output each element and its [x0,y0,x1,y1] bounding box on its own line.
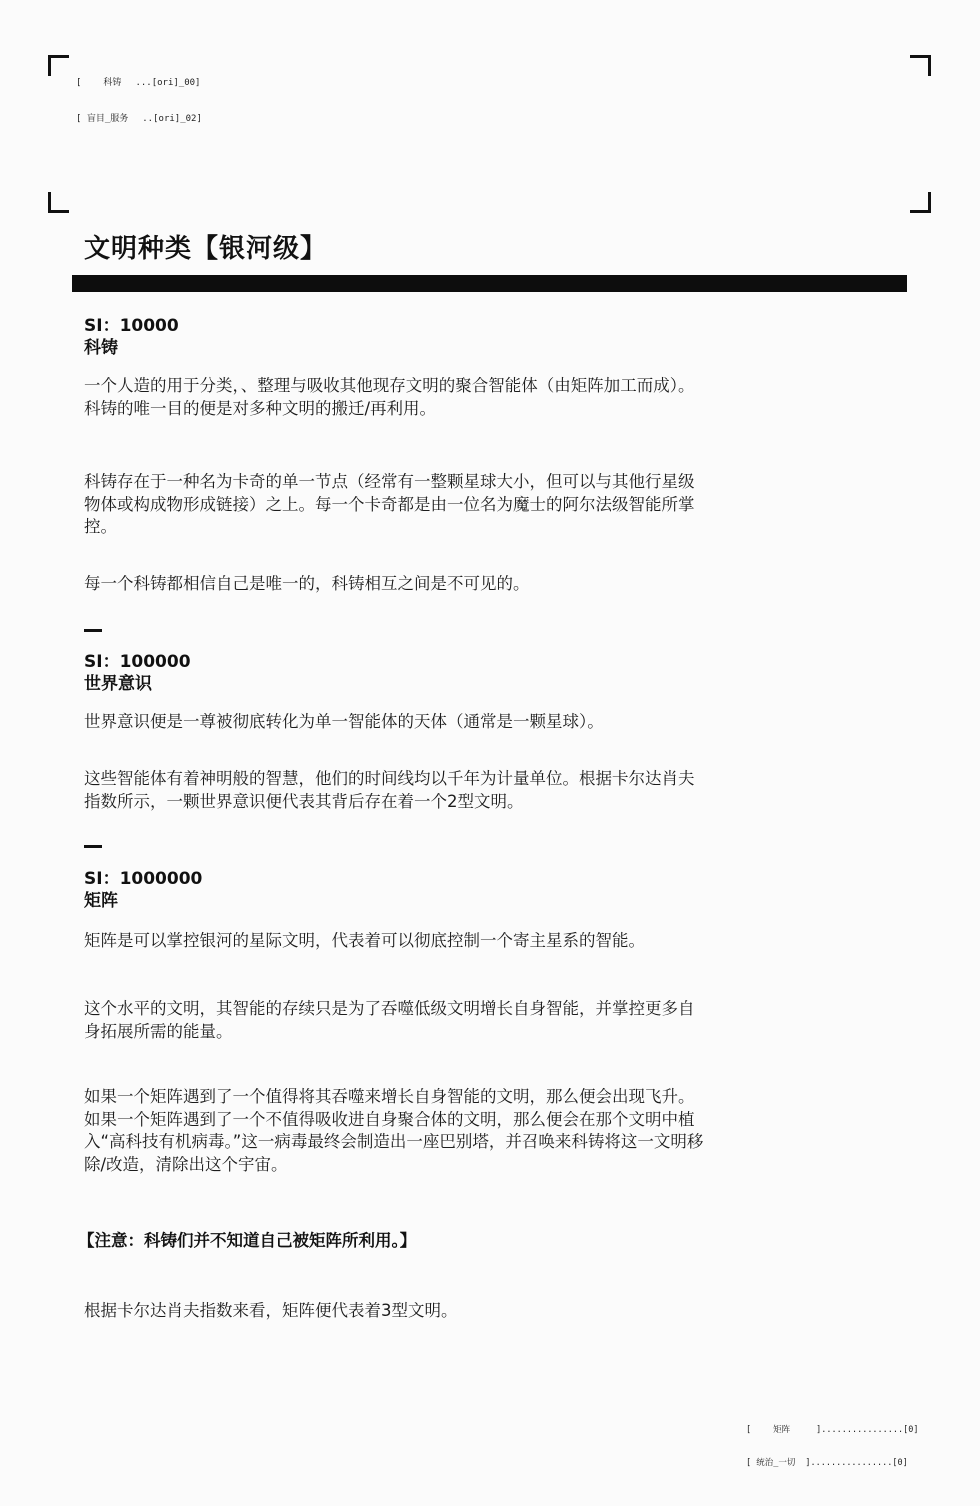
section-1-paragraph-3: 每一个科铸都相信自己是唯一的，科铸相互之间是不可见的。 [84,574,530,593]
header-code-2: ..[ori]_02] [142,114,202,124]
corner-bracket-top-right [910,55,931,76]
section-1-paragraph-1: 一个人造的用于分类，、整理与吸收其他现存文明的聚合智能体（由矩阵加工而成）。科铸的唯一目的便是对多种文明的搬迁/再利用。 [84,376,695,418]
header-code-block [76,53,202,137]
section-3-paragraph-3: 如果一个矩阵遇到了一个值得将其吞噬来增长自身智能的文明，那么便会出现飞升。如果一个矩阵遇到了一个不值得吸收进自身聚合体的文明，那么便会在那个文明中植入“高科技有机病毒。”这一病毒最终会制造出一座巴别塔，并召唤来科铸将这一文明移除/改造，清除出这个宇宙。 [84,1087,704,1174]
section-3-paragraph-1: 矩阵是可以掌控银河的星际文明，代表着可以彻底控制一个寄主星系的智能。 [84,931,645,950]
section-divider-dash [84,629,102,632]
footer-label-1: 矩阵 [773,1425,791,1435]
section-2-paragraph-1: 世界意识便是一尊被彻底转化为单一智能体的天体（通常是一颗星球）。 [84,712,604,731]
header-line-2: [ 盲目_服务 ..[ori]_02] [76,114,202,124]
corner-bracket-top-left [48,55,69,76]
closing-paragraph: 根据卡尔达肖夫指数来看，矩阵便代表着3型文明。 [84,1301,458,1320]
note-callout: 【注意：科铸们并不知道自己被矩阵所利用。】 [78,1231,417,1250]
footer-code-block [746,1403,919,1480]
footer-line-1: [ 矩阵 ]................[0] [746,1425,919,1435]
footer-code-1: ]................[0] [816,1425,919,1435]
section-1-si: SI：10000 [84,316,179,336]
section-3-name: 矩阵 [84,891,118,911]
section-1-name: 科铸 [84,338,118,358]
section-2-si: SI：100000 [84,652,191,672]
corner-bracket-bottom-left [48,192,69,213]
footer-code-2: ]................[0] [805,1458,908,1468]
footer-line-2: [ 统治_一切 ]................[0] [746,1458,908,1468]
section-divider-dash [84,845,102,848]
corner-bracket-bottom-right [910,192,931,213]
header-line-1: [ 科铸 ...[ori]_00] [76,78,201,88]
section-3-si: SI：1000000 [84,869,203,889]
section-2-paragraph-2: 这些智能体有着神明般的智慧，他们的时间线均以千年为计量单位。根据卡尔达肖夫指数所示，一颗世界意识便代表其背后存在着一个2型文明。 [84,769,695,811]
title-underline-bar [72,275,907,292]
section-3-paragraph-2: 这个水平的文明，其智能的存续只是为了吞噬低级文明增长自身智能，并掌控更多自身拓展所需的能量。 [84,999,695,1041]
page-title: 文明种类【银河级】 [84,234,328,264]
header-label-1: 科铸 [103,78,122,88]
section-1-paragraph-2: 科铸存在于一种名为卡奇的单一节点（经常有一整颗星球大小，但可以与其他行星级物体或构成物形成链接）之上。每一个卡奇都是由一位名为魔士的阿尔法级智能所掌控。 [84,472,695,536]
section-2-name: 世界意识 [84,674,152,694]
header-code-1: ...[ori]_00] [135,78,201,88]
footer-label-2: 统治_一切 [756,1458,796,1468]
header-label-2: 盲目_服务 [86,114,129,124]
